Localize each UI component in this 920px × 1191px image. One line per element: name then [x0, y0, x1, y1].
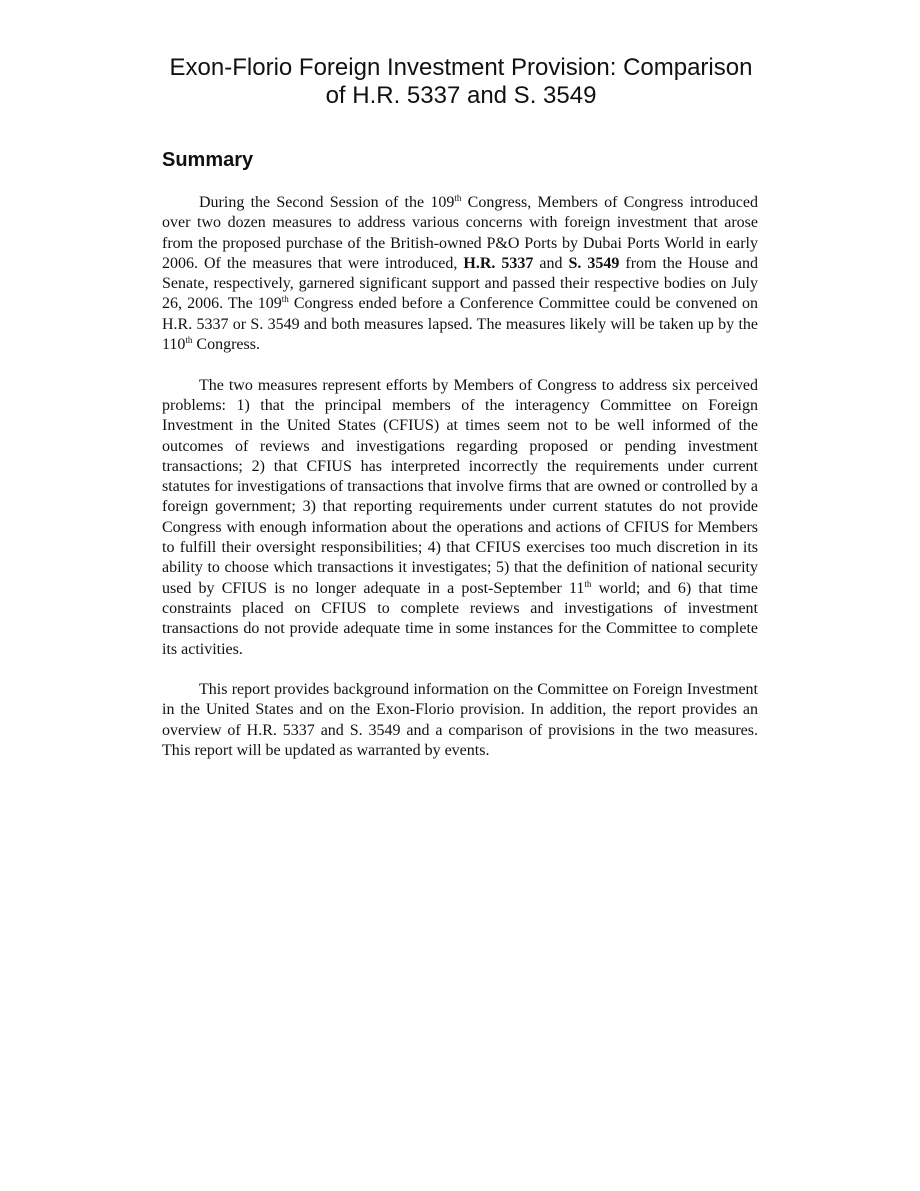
summary-paragraph-3 — [162, 680, 758, 761]
p1-text-3: and — [533, 254, 569, 272]
p1-superscript-2: th — [281, 294, 289, 305]
p1-text-6: Congress. — [192, 336, 260, 354]
p2-text-1: The two measures represent efforts by Members of Congress to address six perceived problems: 1) that the principal members of the interagency Committee on Foreign Investment in the United States (CFIUS) at times seem not to be well informed of the outcomes of reviews and investigations regarding proposed or pending investment transactions; 2) that CFIUS has interpreted incorrectly the requirements under current statutes for investigations of transactions that involve firms that are owned or controlled by a foreign government; 3) that reporting requirements under current statutes do not provide Congress with enough information about the operations and actions of CFIUS for Members to fulfill their oversight responsibilities; 4) that CFIUS exercises too much discretion in its ability to choose which transactions it investigates; 5) that the definition of national security used by CFIUS is no longer adequate in a post-September 11 — [162, 376, 758, 597]
p1-bill-s3549: S. 3549 — [568, 254, 620, 272]
summary-body — [162, 193, 758, 782]
p1-text-4: from the House and Senate, respectively, garnered significant support and passed their respective bodies on July 26, 2006. The 109 — [162, 254, 758, 313]
p3-text-1: This report provides background information on the Committee on Foreign Investment in the United States and on the Exon-Florio provision. In addition, the report provides an overview of H.R. 5337 and S. 3549 and a comparison of provisions in the two measures. This report will be updated as warranted by events. — [162, 681, 758, 760]
p1-text-2: Congress, Members of Congress introduced over two dozen measures to address various concerns with foreign investment that arose from the proposed purchase of the British-owned P&O Ports by Dubai Ports World in early 2006. Of the measures that were introduced, — [162, 194, 758, 272]
summary-heading: Summary — [162, 149, 254, 171]
document-title — [150, 54, 772, 110]
p2-text-2: world; and 6) that time constraints placed on CFIUS to complete reviews and investigations of investment transactions do not provide adequate time in some instances for the Committee to complete its activities. — [162, 579, 759, 658]
p2-superscript-1: th — [584, 578, 592, 589]
p1-text-1: During the Second Session of the 109 — [199, 194, 455, 211]
summary-paragraph-1 — [162, 193, 758, 355]
summary-paragraph-2 — [162, 376, 758, 660]
p1-bill-hr5337: H.R. 5337 — [463, 254, 534, 272]
document-title-line-1: Exon-Florio Foreign Investment Provision: Comparison — [169, 54, 753, 81]
p1-superscript-1: th — [454, 193, 462, 203]
p1-text-5: Congress ended before a Conference Committee could be convened on H.R. 5337 or S. 3549 and both measures lapsed. The measures likely will be taken up by the 110 — [162, 295, 758, 354]
document-title-line-2: of H.R. 5337 and S. 3549 — [325, 82, 597, 109]
p1-superscript-3: th — [185, 335, 193, 346]
